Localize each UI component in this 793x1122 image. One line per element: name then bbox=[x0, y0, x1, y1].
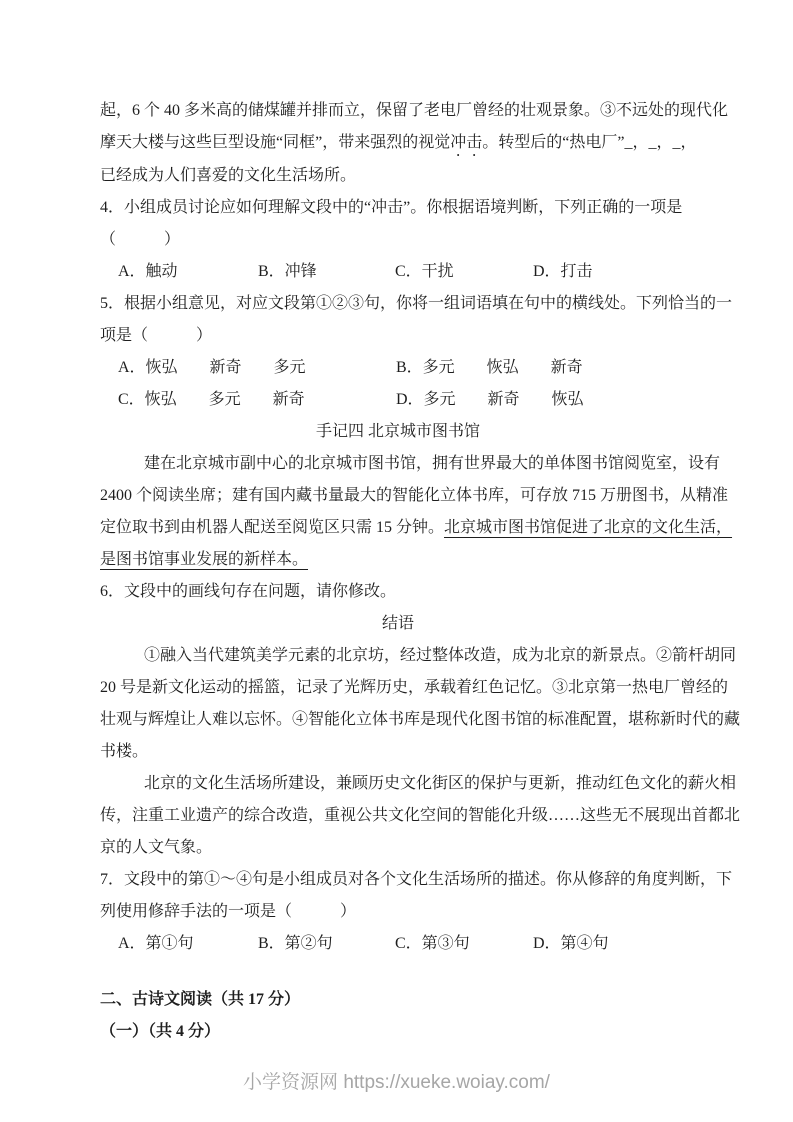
paragraph-text: 定位取书到由机器人配送至阅览区只需 15 分钟。 bbox=[100, 519, 445, 536]
option-c: C．恢弘 多元 新奇 bbox=[118, 391, 305, 408]
paragraph-line: 北京的文化生活场所建设，兼顾历史文化街区的保护与更新，推动红色文化的薪火相 bbox=[144, 775, 737, 792]
passage-line: 起，6 个 40 多米高的储煤罐并排而立，保留了老电厂曾经的壮观景象。③不远处的现代化 bbox=[100, 102, 729, 119]
passage-text: 。转型后的“热电厂” bbox=[482, 134, 625, 151]
library-paragraph bbox=[100, 448, 733, 576]
option-d: D．多元 新奇 恢弘 bbox=[396, 391, 584, 408]
question-4 bbox=[100, 192, 696, 288]
page-content bbox=[100, 95, 741, 1048]
option-d: D．第④句 bbox=[533, 935, 609, 952]
paragraph-line: 2400 个阅读坐席；建有国内藏书量最大的智能化立体书库，可存放 715 万册图书，从精准 bbox=[100, 487, 729, 504]
paragraph-line: 建在北京城市副中心的北京城市图书馆，拥有世界最大的单体图书馆阅览室，设有 bbox=[144, 455, 721, 472]
section-2-subheading: （一）（共 4 分） bbox=[100, 1023, 221, 1040]
option-a: A．恢弘 新奇 多元 bbox=[118, 359, 306, 376]
footer-watermark: 小学资源网 https://xueke.woiay.com/ bbox=[243, 1072, 550, 1093]
paragraph-line: ①融入当代建筑美学元素的北京坊，经过整体改造，成为北京的新景点。②箭杆胡同 bbox=[144, 647, 737, 664]
option-a: A．第①句 bbox=[118, 935, 194, 952]
question-5-options-row1 bbox=[100, 352, 696, 384]
section-2-heading: 二、古诗文阅读（共 17 分） bbox=[100, 991, 301, 1008]
paragraph-line bbox=[100, 512, 733, 544]
conclusion-paragraph bbox=[100, 640, 741, 864]
passage-line: 已经成为人们喜爱的文化生活场所。 bbox=[100, 167, 357, 184]
question-4-answer-paren: （ ） bbox=[100, 231, 181, 248]
paragraph-line: 书楼。 bbox=[100, 743, 149, 760]
question-7-text-continued: 列使用修辞手法的一项是（ ） bbox=[100, 903, 357, 920]
question-5 bbox=[100, 288, 733, 416]
question-4-options bbox=[100, 256, 696, 288]
question-5-text: 5．根据小组意见，对应文段第①②③句，你将一组词语填在句中的横线处。下列恰当的一 bbox=[100, 295, 733, 312]
emphasized-word: 冲击 bbox=[450, 134, 483, 151]
option-c: C．第③句 bbox=[395, 935, 470, 952]
option-c: C．干扰 bbox=[395, 263, 454, 280]
question-6 bbox=[100, 576, 696, 608]
passage-line bbox=[100, 127, 696, 160]
question-5-options-row2 bbox=[100, 384, 696, 416]
question-7 bbox=[100, 864, 733, 960]
option-b: B．多元 恢弘 新奇 bbox=[396, 359, 583, 376]
paragraph-line: 京的人文气象。 bbox=[100, 839, 213, 856]
conclusion-heading: 结语 bbox=[381, 615, 414, 632]
paragraph-line: 20 号是新文化运动的摇篮，记录了光辉历史，承载着红色记忆。③北京第一热电厂曾经的 bbox=[100, 679, 729, 696]
underlined-sentence: 北京城市图书馆促进了北京的文化生活， bbox=[444, 519, 733, 536]
paragraph-line: 壮观与辉煌让人难以忘怀。④智能化立体书库是现代化图书馆的标准配置，堪称新时代的藏 bbox=[100, 711, 741, 728]
passage-continuation bbox=[100, 95, 729, 192]
option-b: B．第②句 bbox=[258, 935, 333, 952]
fill-in-blanks: _，_，_， bbox=[624, 134, 697, 151]
paragraph-line: 传，注重工业遗产的综合改造，重视公共文化空间的智能化升级……这些无不展现出首都北 bbox=[100, 807, 741, 824]
underlined-sentence: 是图书馆事业发展的新样本。 bbox=[100, 551, 309, 568]
option-b: B．冲锋 bbox=[258, 263, 317, 280]
note4-heading: 手记四 北京城市图书馆 bbox=[315, 423, 480, 440]
passage-text: 摩天大楼与这些巨型设施“同框”，带来强烈的视觉 bbox=[100, 134, 451, 151]
paragraph-line bbox=[100, 544, 696, 576]
question-7-options bbox=[100, 928, 696, 960]
option-a: A．触动 bbox=[118, 263, 178, 280]
question-5-answer-paren: 项是（ ） bbox=[100, 327, 213, 344]
question-4-text: 4．小组成员讨论应如何理解文段中的“冲击”。你根据语境判断，下列正确的一项是 bbox=[100, 199, 683, 216]
question-7-text: 7．文段中的第①～④句是小组成员对各个文化生活场所的描述。你从修辞的角度判断，下 bbox=[100, 871, 733, 888]
question-6-text: 6．文段中的画线句存在问题，请你修改。 bbox=[100, 583, 397, 600]
option-d: D．打击 bbox=[533, 263, 593, 280]
